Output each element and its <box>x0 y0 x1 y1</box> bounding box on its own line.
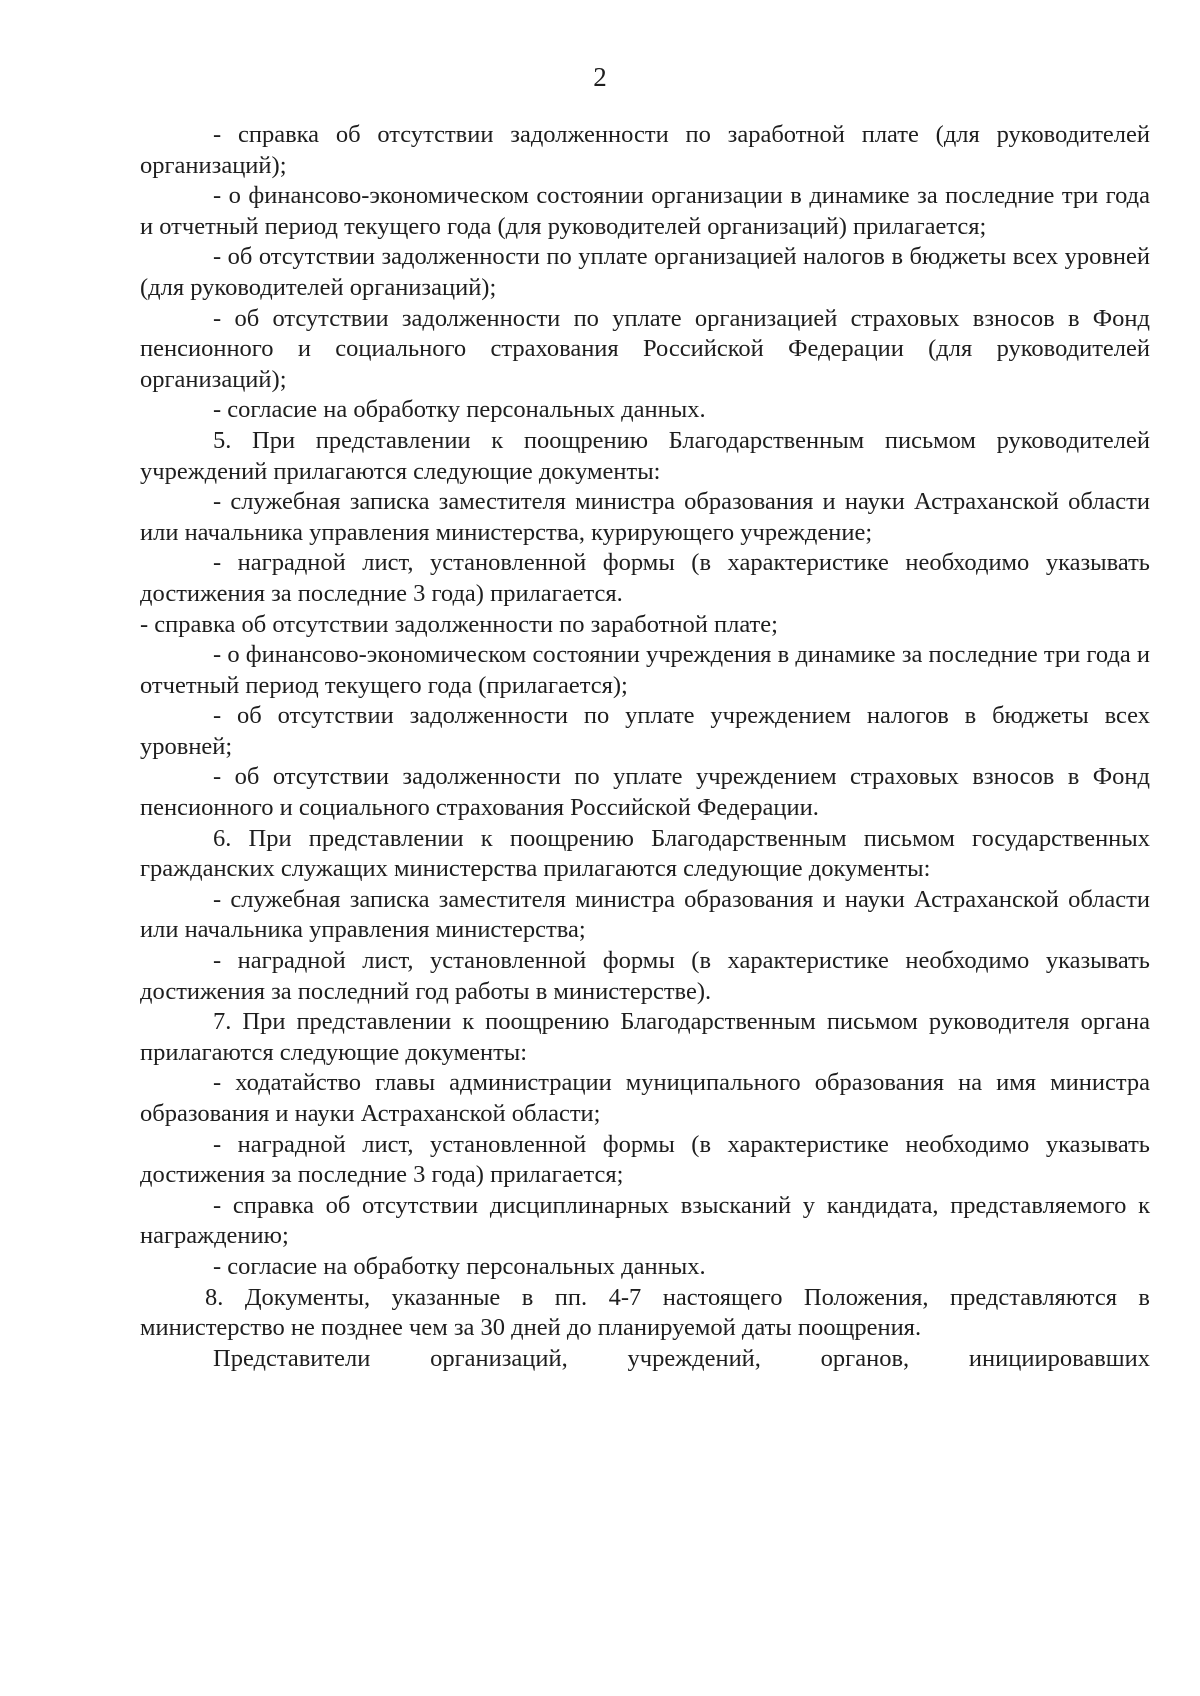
paragraph: - согласие на обработку персональных данных. <box>213 396 706 424</box>
paragraph: - служебная записка заместителя министра образования и науки Астраханской области или начальника управления министерства, курирующего учреждение; <box>140 488 1150 546</box>
paragraph: - о финансово-экономическом состоянии организации в динамике за последние три года и отчетный период текущего года (для руководителей организаций) прилагается; <box>140 182 1150 240</box>
paragraph: - справка об отсутствии задолженности по заработной плате (для руководителей организаций); <box>140 121 1150 179</box>
paragraph: - справка об отсутствии дисциплинарных взысканий у кандидата, представляемого к награждению; <box>140 1191 1150 1250</box>
paragraph: - наградной лист, установленной формы (в характеристике необходимо указывать достижения за последние 3 года) прилагается. <box>140 549 1150 607</box>
paragraph: - наградной лист, установленной формы (в характеристике необходимо указывать достижения за последние 3 года) прилагается; <box>140 1130 1150 1189</box>
paragraph: Представители организаций, учреждений, органов, инициировавших <box>213 1344 1150 1372</box>
paragraph: - об отсутствии задолженности по уплате учреждением страховых взносов в Фонд пенсионного и социального страхования Российской Федерации. <box>140 763 1150 822</box>
paragraph: 7. При представлении к поощрению Благодарственным письмом руководителя органа прилагаются следующие документы: <box>140 1008 1150 1066</box>
paragraph: - наградной лист, установленной формы (в характеристике необходимо указывать достижения за последний год работы в министерстве). <box>140 947 1150 1005</box>
paragraph: 8. Документы, указанные в пп. 4-7 настоящего Положения, представляются в министерство не позднее чем за 30 дней до планируемой даты поощрения. <box>140 1283 1150 1342</box>
paragraph: - ходатайство главы администрации муниципального образования на имя министра образования и науки Астраханской области; <box>140 1069 1150 1127</box>
paragraph: 5. При представлении к поощрению Благодарственным письмом руководителей учреждений прилагаются следующие документы: <box>140 426 1150 485</box>
paragraph: - справка об отсутствии задолженности по заработной плате; <box>140 610 778 638</box>
paragraph: - согласие на обработку персональных данных. <box>213 1252 706 1280</box>
paragraph: - об отсутствии задолженности по уплате организацией налогов в бюджеты всех уровней (для руководителей организаций); <box>140 243 1150 301</box>
paragraph: - о финансово-экономическом состоянии учреждения в динамике за последние три года и отчетный период текущего года (прилагается); <box>140 641 1150 699</box>
page-number: 2 <box>593 62 607 92</box>
paragraph: - об отсутствии задолженности по уплате организацией страховых взносов в Фонд пенсионного и социального страхования Российской Федерации (для руководителей организаций); <box>140 304 1150 393</box>
document-body <box>140 120 1150 1374</box>
paragraph: - служебная записка заместителя министра образования и науки Астраханской области или начальника управления министерства; <box>140 885 1150 944</box>
paragraph: - об отсутствии задолженности по уплате учреждением налогов в бюджеты всех уровней; <box>140 702 1150 760</box>
paragraph: 6. При представлении к поощрению Благодарственным письмом государственных гражданских служащих министерства прилагаются следующие документы: <box>140 824 1150 883</box>
